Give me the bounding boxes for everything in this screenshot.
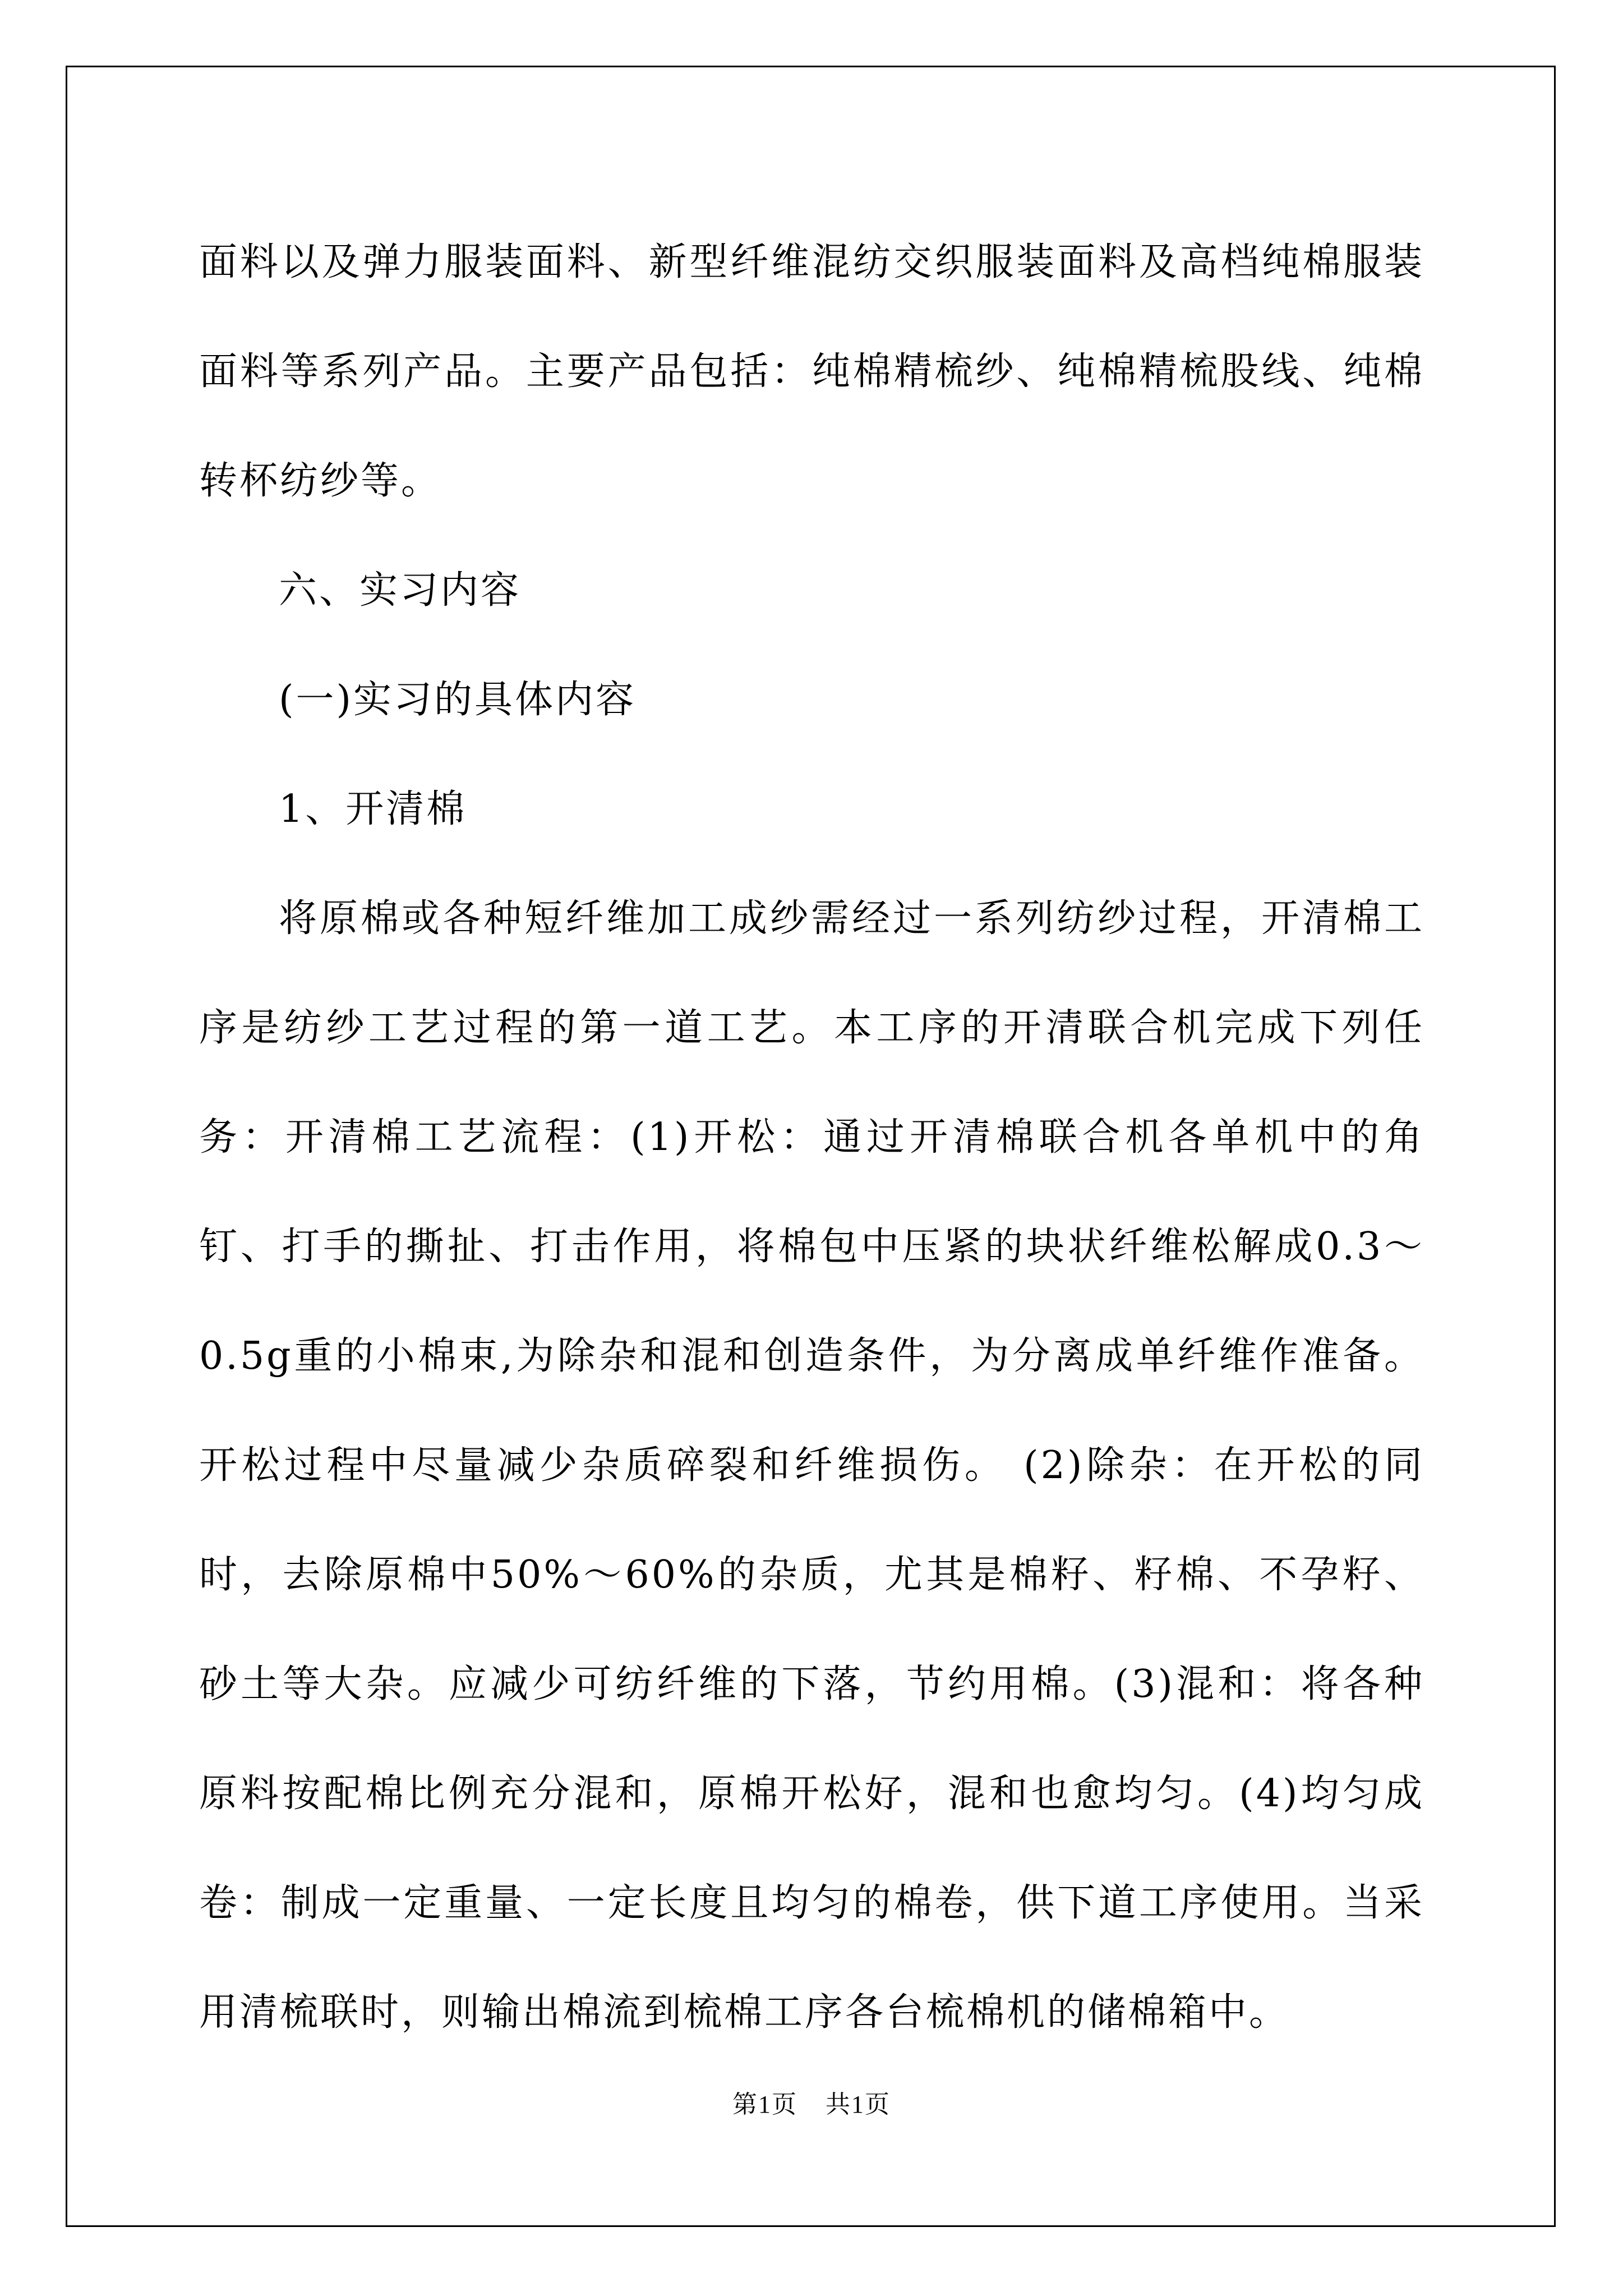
item-heading-opening-cleaning: 1、开清棉 [279, 787, 467, 831]
page-number: 第1页 [732, 2091, 797, 2118]
paragraph-opening-cleaning-process: 将原棉或各种短纤维加工成纱需经过一系列纺纱过程，开清棉工序是纺纱工艺过程的第一道工艺。本工序的开清联合机完成下列任务：开清棉工艺流程：(1)开松：通过开清棉联合机各单机中的角钉、打手的撕扯、打击作用，将棉包中压紧的块状纤维松解成0.3～0.5g重的小棉束,为除杂和混和创造条件，为分离成单纤维作准备。开松过程中尽量减少杂质碎裂和纤维损伤。 (2)除杂：在开松的同时，去除原棉中50%～60%的杂质，尤其是棉籽、籽棉、不孕籽、砂土等大杂。应减少可纺纤维的下落，节约用棉。(3)混和：将各种原料按配棉比例充分混和，原棉开松好，混和也愈均匀。(4)均匀成卷：制成一定重量、一定长度且均匀的棉卷，供下道工序使用。当采用清梳联时，则输出棉流到梳棉工序各台梳棉机的储棉箱中。 [199, 896, 1424, 2035]
document-body [199, 208, 1424, 2067]
subsection-heading-specific-content: (一)实习的具体内容 [279, 678, 637, 722]
page-footer [0, 2088, 1623, 2122]
paragraph-product-list: 面料以及弹力服装面料、新型纤维混纺交织服装面料及高档纯棉服装面料等系列产品。主要产品包括：纯棉精梳纱、纯棉精梳股线、纯棉转杯纺纱等。 [199, 240, 1424, 503]
section-heading-internship-content: 六、实习内容 [279, 568, 522, 613]
page-total: 共1页 [826, 2091, 891, 2118]
